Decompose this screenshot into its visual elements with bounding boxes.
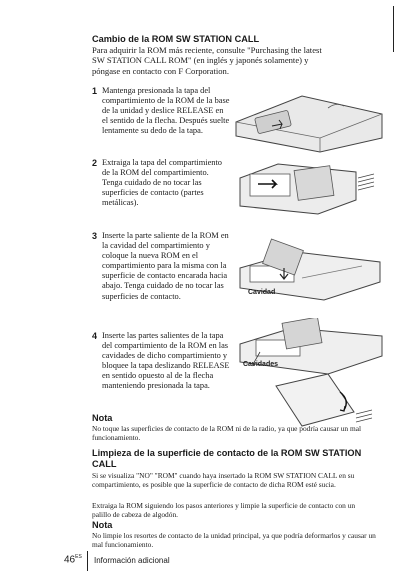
step-text: Inserte las partes salientes de la tapa del compartimiento de la ROM en las cavidades de dicho compartimiento y bloquee la tapa deslizando RELEASE en sentido opuesto al de la flecha manteniendo presionada la tapa. bbox=[102, 331, 230, 391]
page-number-value: 46 bbox=[64, 554, 76, 566]
step-text: Inserte la parte saliente de la ROM en la cavidad del compartimiento y coloque la nueva ROM en el compartimiento para la misma con la superficie de contacto encarada hacia abajo. Tenga cuidado de no tocar las superficies de contacto. bbox=[102, 231, 229, 301]
note-text: No toque las superficies de contacto de la ROM ni de la radio, ya que podría causar un mal funcionamiento. bbox=[92, 424, 362, 442]
footer-label: Información adicional bbox=[94, 556, 170, 565]
step-text: Extraiga la tapa del compartimiento de la ROM del compartimiento. Tenga cuidado de no tocar las superficies de contacto (partes metálicas). bbox=[102, 158, 222, 208]
step-number: 2 bbox=[92, 158, 98, 168]
step-number: 3 bbox=[92, 231, 98, 241]
step-number: 1 bbox=[92, 86, 98, 96]
note-title: Nota bbox=[92, 520, 113, 530]
note-text: No limpie los resortes de contacto de la unidad principal, ya que podría deformarlos y causar un mal funcionamiento. bbox=[92, 531, 376, 549]
illustration-close-cover bbox=[236, 318, 386, 430]
section-paragraph: Extraiga la ROM siguiendo los pasos anteriores y limpie la superficie de contacto con un palillo de cabeza de algodón. bbox=[92, 501, 356, 519]
illustration-open-cover bbox=[232, 86, 384, 154]
section-paragraph: Si se visualiza "NO" "ROM" cuando haya insertado la ROM SW STATION CALL en su compartimiento, es posible que la superficie de contacto de dicha ROM esté sucia. bbox=[92, 471, 355, 489]
section-intro: Para adquirir la ROM más reciente, consulte "Purchasing the latest SW STATION CALL ROM" (en inglés y japonés solamente) y póngase en contacto con F Corporation. bbox=[92, 45, 322, 76]
footer-rule bbox=[87, 551, 88, 571]
note-title: Nota bbox=[92, 413, 113, 423]
step-number: 4 bbox=[92, 331, 98, 341]
figure-caption: Cavidades bbox=[243, 361, 279, 368]
figure-caption: Cavidad bbox=[248, 289, 276, 296]
page-number-suffix: ES bbox=[75, 554, 82, 560]
margin-rule bbox=[393, 6, 394, 52]
section-title: Cambio de la ROM SW STATION CALL bbox=[92, 34, 260, 44]
page-number bbox=[64, 554, 82, 565]
illustration-remove-cover bbox=[238, 160, 378, 216]
step-text: Mantenga presionada la tapa del compartimiento de la ROM de la base de la unidad y deslice RELEASE en el sentido de la flecha. Después suelte lentamente su dedo de la tapa. bbox=[102, 86, 230, 136]
section-title: Limpieza de la superficie de contacto de la ROM SW STATION CALL bbox=[92, 448, 362, 469]
